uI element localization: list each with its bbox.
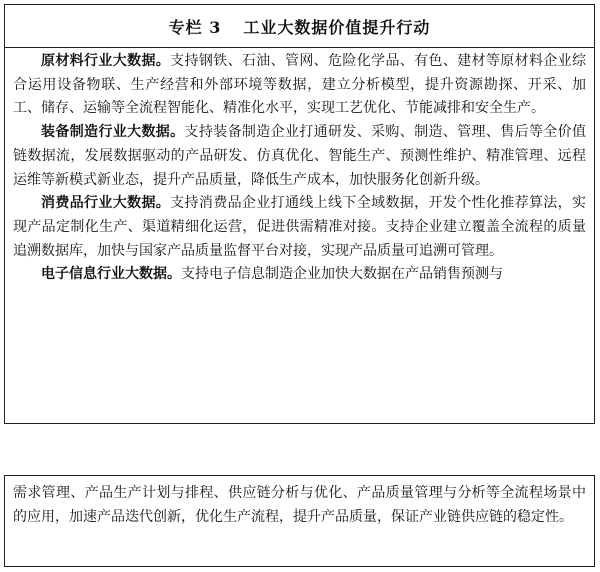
column-label: 专栏 3 [168,17,222,37]
paragraph-text: 支持消费品企业打通线上线下全域数据，开发个性化推荐算法，实现产品定制化生产、渠道精细化运营，促进供需精准对接。支持企业建立覆盖全流程的质量追溯数据库，加快与国家产品质量监督平台对接，实现产品质量可追溯可管理。 [13,195,587,259]
column-title: 工业大数据价值提升行动 [243,17,431,37]
paragraph-equipment-manufacturing [13,121,586,192]
column-content [5,48,594,287]
column-box-continued [4,475,595,567]
paragraph-text: 支持装备制造企业打通研发、采购、制造、管理、售后等全价值链数据流，发展数据驱动的产品研发、仿真优化、智能生产、预测性维护、精准管理、远程运维等新模式新业态，提升产品质量，降低生产成本，加快服务化创新升级。 [13,124,587,188]
paragraph-heading: 原材料行业大数据。 [41,53,171,69]
paragraph-raw-materials [13,50,586,121]
column-continuation-text: 需求管理、产品生产计划与排程、供应链分析与优化、产品质量管理与分析等全流程场景中的应用，加速产品迭代创新，优化生产流程，提升产品质量，保证产业链供应链的稳定性。 [13,485,586,525]
column-box [4,4,595,424]
paragraph-electronic-information [13,263,586,287]
column-title-bar [5,5,594,48]
paragraph-text: 支持钢铁、石油、管网、危险化学品、有色、建材等原材料企业综合运用设备物联、生产经营和外部环境等数据，建立分析模型，提升资源勘探、开采、加工、储存、运输等全流程智能化、精准化水平，实现工艺优化、节能减排和安全生产。 [13,53,587,117]
paragraph-heading: 装备制造行业大数据。 [41,124,185,141]
paragraph-consumer-goods [13,192,586,263]
paragraph-heading: 消费品行业大数据。 [41,195,171,212]
paragraph-text: 支持电子信息制造企业加快大数据在产品销售预测与 [181,266,503,283]
paragraph-heading: 电子信息行业大数据。 [41,266,181,283]
